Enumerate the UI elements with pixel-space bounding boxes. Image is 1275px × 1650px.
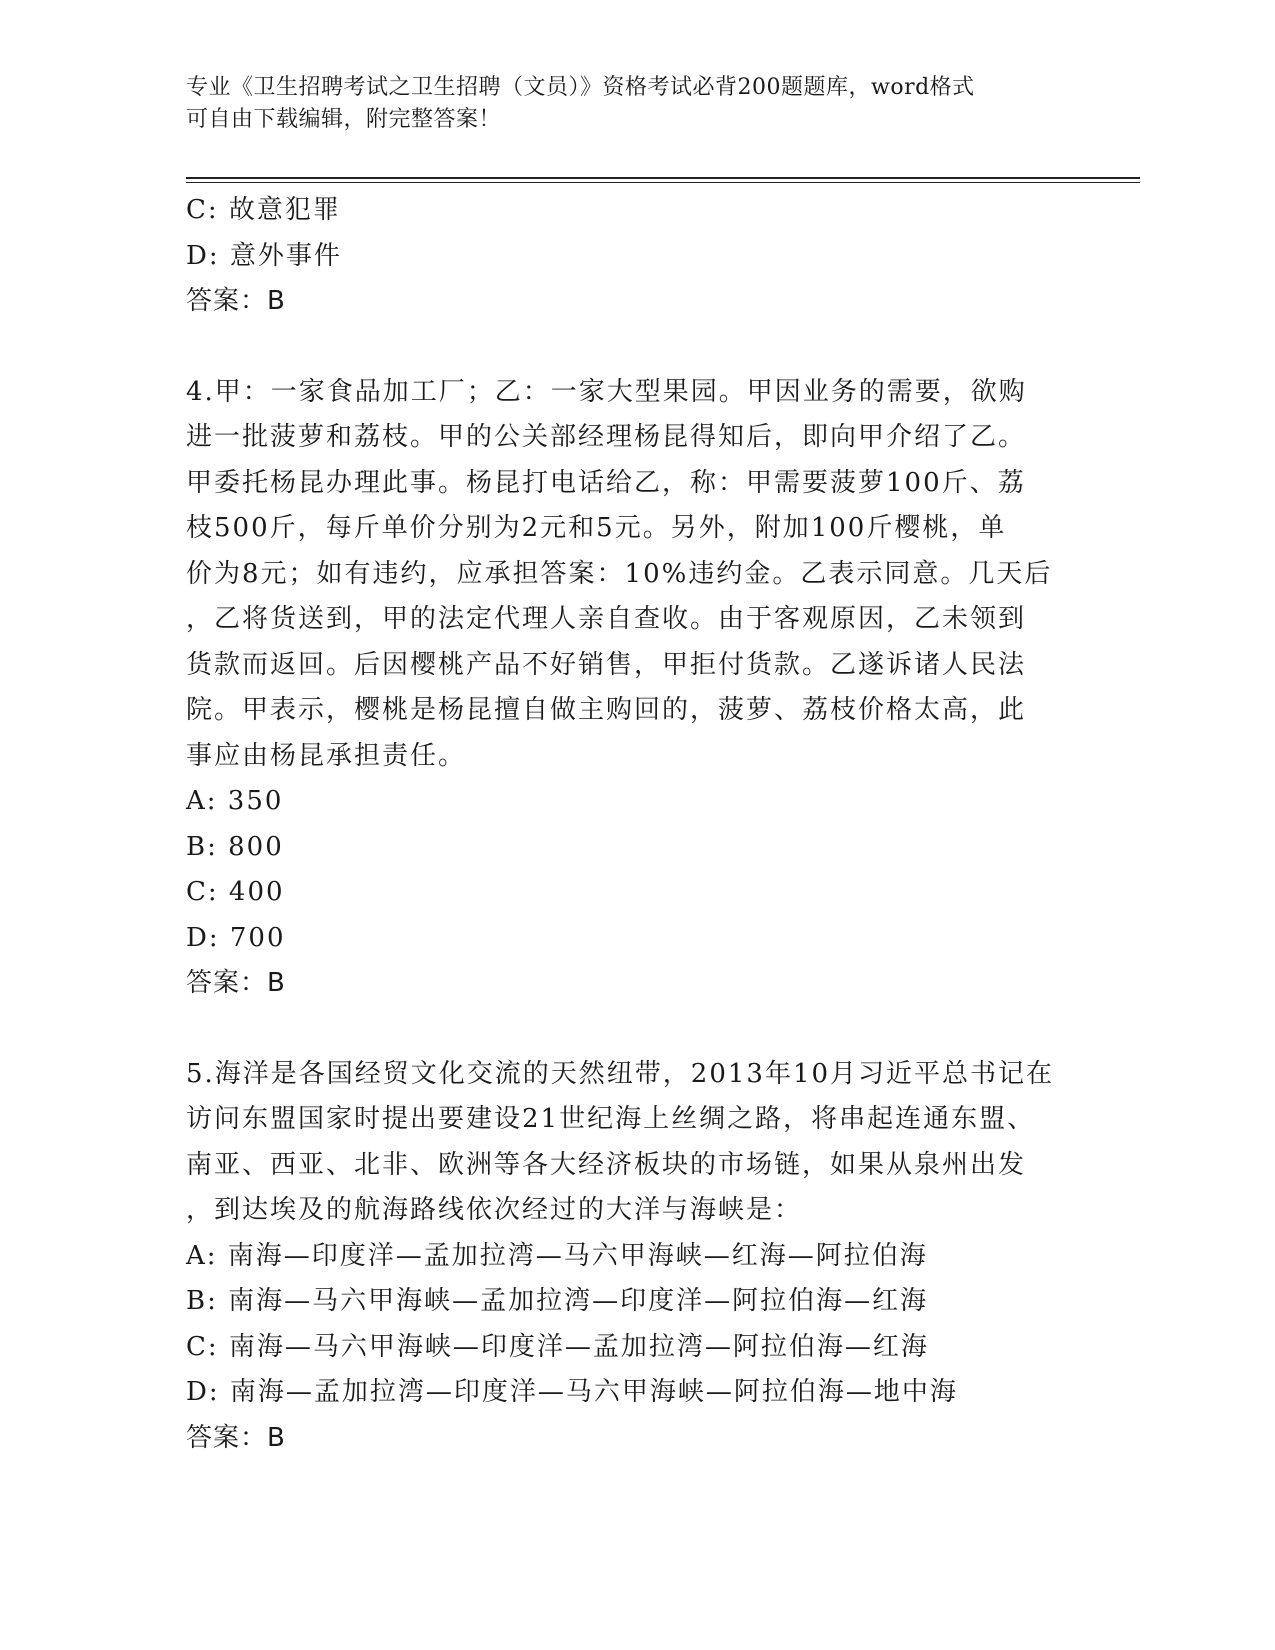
option-b: B: 南海—马六甲海峡—孟加拉湾—印度洋—阿拉伯海—红海: [186, 1286, 929, 1316]
document-body: [186, 188, 1086, 1461]
header-line-2: 可自由下载编辑，附完整答案！: [186, 107, 502, 132]
option-a: A: 350: [186, 786, 284, 816]
question-text-line: 枝500斤，每斤单价分别为2元和5元。另外，附加100斤樱桃，单: [186, 513, 1007, 543]
option-d: D: 700: [186, 922, 286, 953]
question-text-line: ，乙将货送到，甲的法定代理人亲自查收。由于客观原因，乙未领到: [186, 604, 1027, 634]
option-c: C: 故意犯罪: [186, 195, 341, 225]
question-text-line: 5.海洋是各国经贸文化交流的天然纽带，2013年10月习近平总书记在: [186, 1058, 1055, 1089]
question-text-line: 货款而返回。后因樱桃产品不好销售，甲拒付货款。乙遂诉诸人民法: [186, 649, 1027, 680]
answer-line: 答案：B: [186, 1422, 286, 1453]
question-text-line: 进一批菠萝和荔枝。甲的公关部经理杨昆得知后，即向甲介绍了乙。: [186, 422, 1027, 452]
question-text-line: 甲委托杨昆办理此事。杨昆打电话给乙，称：甲需要菠萝100斤、荔: [186, 467, 1026, 498]
question-text-line: 院。甲表示，樱桃是杨昆擅自做主购回的，菠萝、荔枝价格太高，此: [186, 695, 1027, 725]
question-3-tail: [186, 188, 1086, 325]
question-text-line: 访问东盟国家时提出要建设21世纪海上丝绸之路，将串起连通东盟、: [186, 1104, 1036, 1134]
question-text-line: ，到达埃及的航海路线依次经过的大洋与海峡是：: [186, 1195, 803, 1225]
question-5: [186, 1052, 1086, 1462]
option-b: B: 800: [186, 831, 284, 862]
question-text-line: 南亚、西亚、北非、欧洲等各大经济板块的市场链，如果从泉州出发: [186, 1149, 1027, 1180]
document-header: [186, 72, 1066, 136]
header-rule-thin: [186, 182, 1140, 183]
question-text-line: 4.甲：一家食品加工厂；乙：一家大型果园。甲因业务的需要，欲购: [186, 376, 1027, 407]
header-line-1: 专业《卫生招聘考试之卫生招聘（文员）》资格考试必背200题题库，word格式: [186, 75, 975, 100]
answer-line: 答案：B: [186, 286, 286, 316]
question-text-line: 事应由杨昆承担责任。: [186, 740, 467, 771]
option-d: D: 南海—孟加拉湾—印度洋—马六甲海峡—阿拉伯海—地中海: [186, 1377, 958, 1407]
question-4: [186, 370, 1086, 1007]
answer-line: 答案：B: [186, 968, 286, 998]
option-c: C: 400: [186, 877, 285, 907]
option-c: C: 南海—马六甲海峡—印度洋—孟加拉湾—阿拉伯海—红海: [186, 1331, 929, 1362]
option-a: A: 南海—印度洋—孟加拉湾—马六甲海峡—红海—阿拉伯海: [186, 1240, 928, 1271]
option-d: D: 意外事件: [186, 240, 342, 271]
header-rule-thick: [186, 177, 1140, 179]
question-text-line: 价为8元；如有违约，应承担答案：10%违约金。乙表示同意。几天后: [186, 558, 1053, 589]
